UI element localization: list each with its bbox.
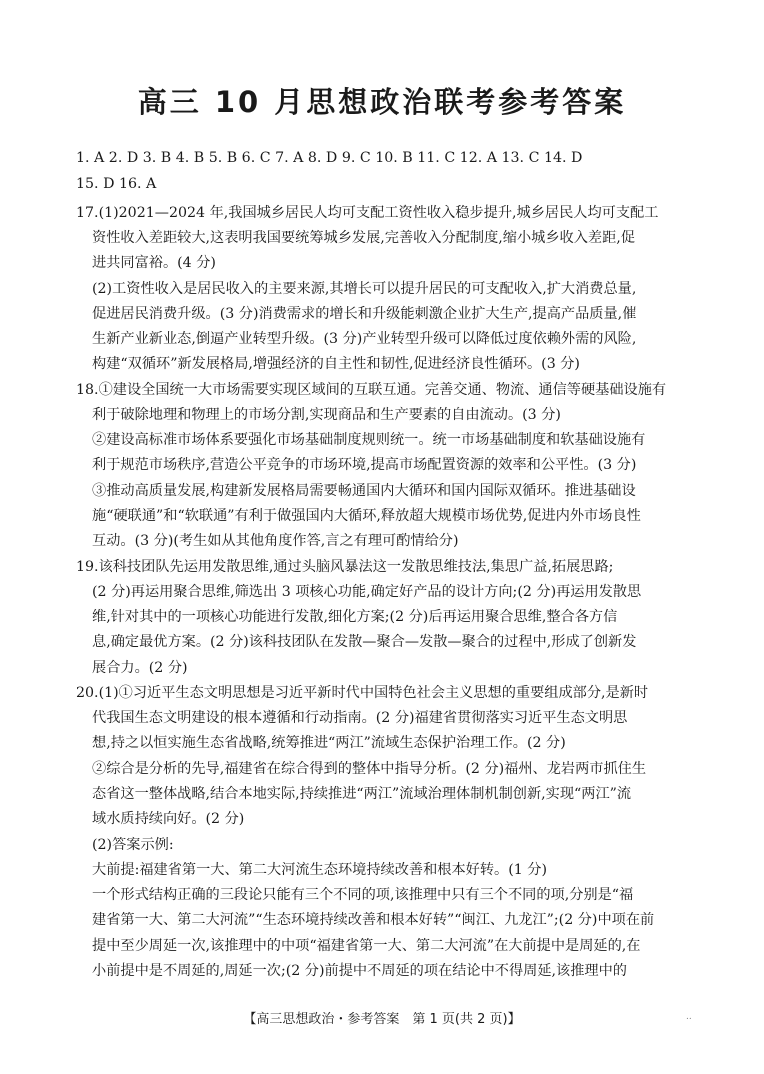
answer-row-1: 1. A 2. D 3. B 4. B 5. B 6. C 7. A 8. D 9. C 10. B 11. C 12. A 13. C 14. D	[76, 150, 583, 166]
text-line: (2)工资性收入是居民收入的主要来源,其增长可以提升居民的可支配收入,扩大消费总量,	[92, 281, 637, 297]
text-line: 生新产业新业态,倒逼产业转型升级。(3 分)产业转型升级可以降低过度依赖外需的风险,	[92, 331, 637, 347]
text-line: 促进居民消费升级。(3 分)消费需求的增长和升级能刺激企业扩大生产,提高产品质量,催	[92, 306, 637, 322]
text-line: 互动。(3 分)(考生如从其他角度作答,言之有理可酌情给分)	[92, 533, 459, 549]
text-line: 域水质持续向好。(2 分)	[92, 811, 245, 827]
text-line: 小前提中是不周延的,周延一次;(2 分)前提中不周延的项在结论中不得周延,该推理中的	[92, 963, 627, 979]
answer-row-2: 15. D 16. A	[76, 176, 157, 192]
text-line: 代我国生态文明建设的根本遵循和行动指南。(2 分)福建省贯彻落实习近平生态文明思	[92, 710, 628, 726]
text-line: ②综合是分析的先导,福建省在综合得到的整体中指导分析。(2 分)福州、龙岩两市抓住生	[92, 761, 647, 777]
text-line: 施“硬联通”和“软联通”有利于做强国内大循环,释放超大规模市场优势,促进内外市场良性	[92, 508, 641, 524]
text-line: 建省第一大、第二大河流”“生态环境持续改善和根本好转”“闽江、九龙江”;(2 分)中项在前	[92, 912, 655, 928]
text-line: 17.(1)2021—2024 年,我国城乡居民人均可支配工资性收入稳步提升,城乡居民人均可支配工	[76, 205, 659, 221]
text-line: 19.该科技团队先运用发散思维,通过头脑风暴法这一发散思维技法,集思广益,拓展思路;	[76, 559, 614, 575]
text-line: ②建设高标准市场体系要强化市场基础制度规则统一。统一市场基础制度和软基础设施有	[92, 432, 646, 448]
page-mark: ..	[686, 1012, 692, 1022]
text-line: 大前提:福建省第一大、第二大河流生态环境持续改善和根本好转。(1 分)	[92, 862, 548, 878]
text-line: 利于破除地理和物理上的市场分割,实现商品和生产要素的自由流动。(3 分)	[92, 407, 561, 423]
text-line: (2 分)再运用聚合思维,筛选出 3 项核心功能,确定好产品的设计方向;(2 分)再运用发散思	[92, 584, 642, 600]
text-line: 20.(1)①习近平生态文明思想是习近平新时代中国特色社会主义思想的重要组成部分,是新时	[76, 685, 649, 701]
text-line: (2)答案示例:	[92, 837, 174, 853]
text-line: ③推动高质量发展,构建新发展格局需要畅通国内大循环和国内国际双循环。推进基础设	[92, 483, 636, 499]
text-line: 进共同富裕。(4 分)	[92, 255, 216, 271]
text-line: 资性收入差距较大,这表明我国要统筹城乡发展,完善收入分配制度,缩小城乡收入差距,促	[92, 230, 635, 246]
text-line: 息,确定最优方案。(2 分)该科技团队在发散—聚合—发散—聚合的过程中,形成了创新发	[92, 634, 637, 650]
text-line: 想,持之以恒实施生态省战略,统筹推进“两江”流域生态保护治理工作。(2 分)	[92, 735, 566, 751]
text-line: 维,针对其中的一项核心功能进行发散,细化方案;(2 分)后再运用聚合思维,整合各方信	[92, 609, 618, 625]
page-footer: 【高三思想政治・参考答案 第 1 页(共 2 页)】	[243, 1012, 521, 1027]
text-line: 利于规范市场秩序,营造公平竞争的市场环境,提高市场配置资源的效率和公平性。(3 分)	[92, 457, 637, 473]
page-title: 高三 10 月思想政治联考参考答案	[137, 85, 627, 119]
text-line: 构建“双循环”新发展格局,增强经济的自主性和韧性,促进经济良性循环。(3 分)	[92, 356, 580, 372]
text-line: 18.①建设全国统一大市场需要实现区域间的互联互通。完善交通、物流、通信等硬基础设施有	[76, 382, 667, 398]
text-line: 态省这一整体战略,结合本地实际,持续推进“两江”流域治理体制机制创新,实现“两江”流	[92, 786, 632, 802]
text-line: 展合力。(2 分)	[92, 660, 188, 676]
text-line: 一个形式结构正确的三段论只能有三个不同的项,该推理中只有三个不同的项,分别是“福	[92, 887, 634, 903]
text-line: 提中至少周延一次,该推理中的中项“福建省第一大、第二大河流”在大前提中是周延的,在	[92, 938, 641, 954]
